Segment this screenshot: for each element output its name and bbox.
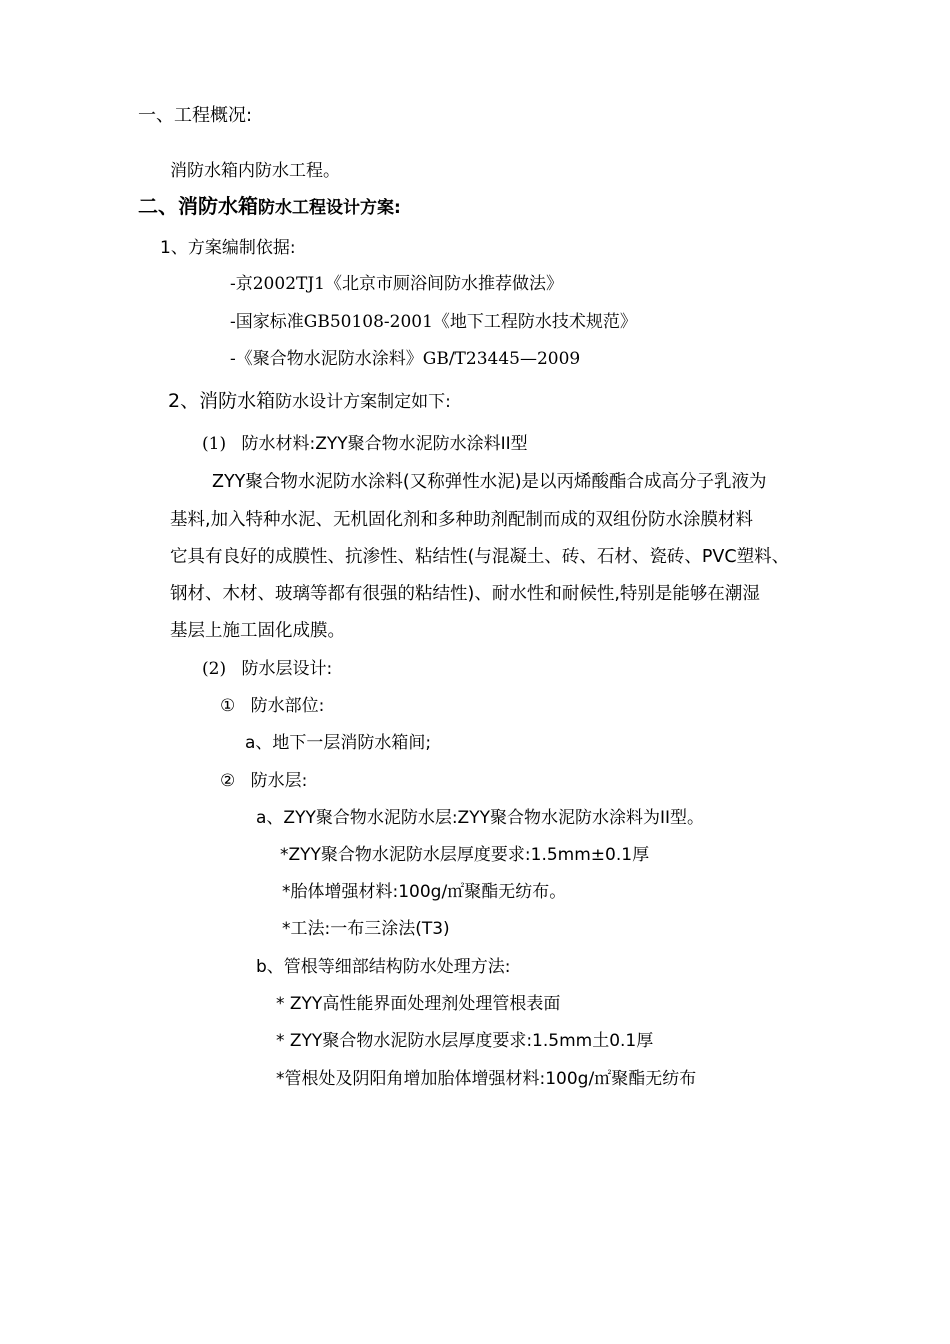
section2-heading-prefix: 二、消防水箱 xyxy=(138,194,258,218)
layer-a: a、ZYY聚合物水泥防水层:ZYY聚合物水泥防水涂料为II型。 xyxy=(256,808,705,828)
layer-b-item-2: * ZYY聚合物水泥防水层厚度要求:1.5mm土0.1厚 xyxy=(276,1031,654,1051)
design-title-prefix: 2、消防水箱 xyxy=(168,390,276,412)
section2-heading xyxy=(138,196,401,217)
material-item xyxy=(202,436,528,453)
layer-b: b、管根等细部结构防水处理方法: xyxy=(256,957,511,977)
description-line-3: 它具有良好的成膜性、抗渗性、粘结性(与混凝土、砖、石材、瓷砖、PVC塑料、 xyxy=(170,547,790,567)
basis-item-2: -国家标准GB50108-2001《地下工程防水技术规范》 xyxy=(230,312,637,332)
layer-heading xyxy=(220,773,307,790)
design-title xyxy=(168,392,451,411)
material-text: 防水材料:ZYY聚合物水泥防水涂料II型 xyxy=(241,434,528,454)
layer-b-item-1: * ZYY高性能界面处理剂处理管根表面 xyxy=(276,994,561,1014)
section2-heading-suffix: 防水工程设计方案: xyxy=(258,198,401,218)
layer-a-item-1: *ZYY聚合物水泥防水层厚度要求:1.5mm±0.1厚 xyxy=(280,845,650,865)
description-line-1: ZYY聚合物水泥防水涂料(又称弹性水泥)是以丙烯酸酯合成高分子乳液为 xyxy=(212,472,767,492)
part-title: 防水部位: xyxy=(250,696,325,716)
design-title-suffix: 防水设计方案制定如下: xyxy=(275,392,451,412)
basis-item-3: -《聚合物水泥防水涂料》GB/T23445—2009 xyxy=(230,349,581,369)
description-line-2: 基料,加入特种水泥、无机固化剂和多种助剂配制而成的双组份防水涂膜材料 xyxy=(170,510,754,530)
description-line-4: 钢材、木材、玻璃等都有很强的粘结性)、耐水性和耐候性,特别是能够在潮湿 xyxy=(170,584,760,604)
basis-title: 1、方案编制依据: xyxy=(160,238,296,258)
section1-heading: 一、工程概况: xyxy=(138,105,253,126)
description-line-5: 基层上施工固化成膜。 xyxy=(170,621,345,641)
basis-item-1: -京2002TJ1《北京市厕浴间防水推荐做法》 xyxy=(230,274,563,294)
layer-design-text: 防水层设计: xyxy=(241,659,333,679)
layer-design-label: (2) xyxy=(202,659,227,679)
material-label: (1) xyxy=(202,434,227,454)
section1-body: 消防水箱内防水工程。 xyxy=(170,161,340,181)
part-heading xyxy=(220,698,324,715)
layer-title: 防水层: xyxy=(250,771,308,791)
layer-a-item-2: *胎体增强材料:100g/㎡聚酯无纺布。 xyxy=(282,882,567,902)
part-marker: ① xyxy=(220,696,236,716)
layer-b-item-3: *管根处及阴阳角增加胎体增强材料:100g/㎡聚酯无纺布 xyxy=(276,1069,697,1089)
layer-marker: ② xyxy=(220,771,236,791)
layer-design-item xyxy=(202,661,332,678)
layer-a-item-3: *工法:一布三涂法(T3) xyxy=(282,919,450,939)
part-item: a、地下一层消防水箱间; xyxy=(245,733,432,753)
